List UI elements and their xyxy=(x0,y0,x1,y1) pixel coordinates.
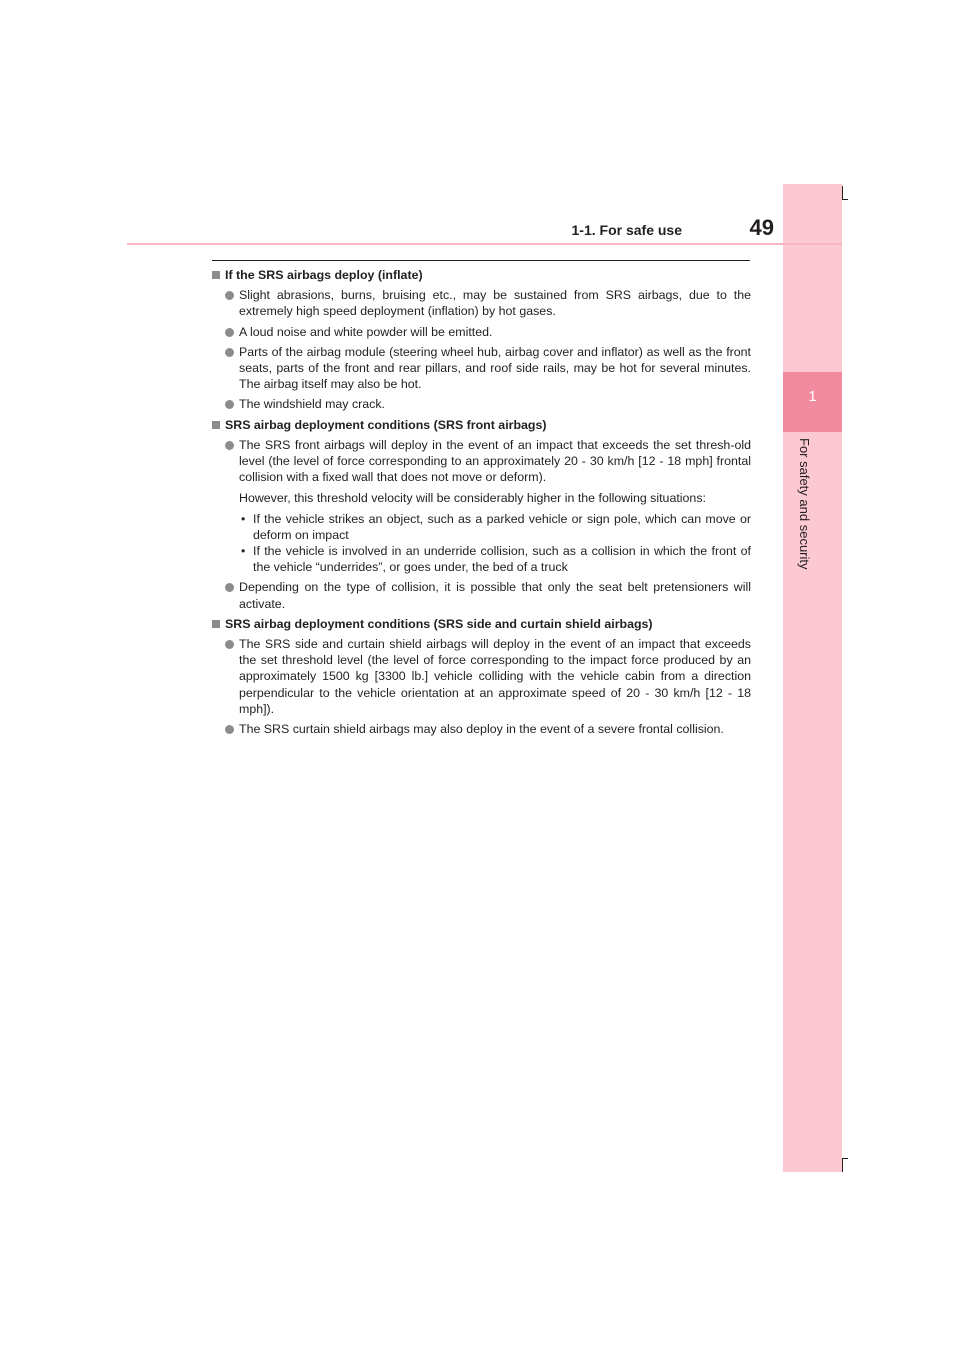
circle-bullet-icon xyxy=(225,291,234,300)
content-top-rule xyxy=(212,260,750,261)
square-bullet-icon xyxy=(212,271,220,279)
list-item: Depending on the type of collision, it is possible that only the seat belt pretensioners will activate. xyxy=(212,579,751,611)
circle-bullet-icon xyxy=(225,348,234,357)
page-number: 49 xyxy=(749,215,774,240)
circle-bullet-icon xyxy=(225,640,234,649)
section-side-curtain-conditions xyxy=(212,616,751,737)
list-item: Parts of the airbag module (steering wheel hub, airbag cover and inflator) as well as the front seats, parts of the front and rear pillars, and roof side rails, may be hot for several minutes. The airbag itself may also be hot. xyxy=(212,344,751,393)
section-heading: If the SRS airbags deploy (inflate) xyxy=(212,267,751,283)
circle-bullet-icon xyxy=(225,725,234,734)
circle-bullet-icon xyxy=(225,328,234,337)
section-airbag-deploy xyxy=(212,267,751,413)
section-heading: SRS airbag deployment conditions (SRS front airbags) xyxy=(212,417,751,433)
list-item: The SRS front airbags will deploy in the event of an impact that exceeds the set thresh-old level (the level of force corresponding to an approximately 20 - 30 km/h [12 - 18 mph] frontal collision with a fixed wall that does not move or deform). However, this threshold velocity will be considerably higher in the following situations: • If the vehicle strikes an object, such as a parked vehicle or sign pole, which can move or deform on impact • If the vehicle is involved in an underride collision, such as a collision in which the front of the vehicle “underrides”, or goes under, the bed of a truck xyxy=(212,437,751,576)
circle-bullet-icon xyxy=(225,400,234,409)
circle-bullet-icon xyxy=(225,441,234,450)
square-bullet-icon xyxy=(212,620,220,628)
page-content xyxy=(212,267,751,741)
chapter-number: 1 xyxy=(808,388,817,405)
crop-mark-top xyxy=(842,186,843,200)
list-item: The windshield may crack. xyxy=(212,396,751,412)
sub-list-item: • If the vehicle is involved in an underride collision, such as a collision in which the front of the vehicle “underrides”, or goes under, the bed of a truck xyxy=(241,544,751,575)
list-item: Slight abrasions, burns, bruising etc., may be sustained from SRS airbags, due to the extremely high speed deployment (inflation) by hot gases. xyxy=(212,287,751,319)
section-heading: SRS airbag deployment conditions (SRS side and curtain shield airbags) xyxy=(212,616,751,632)
list-item: The SRS curtain shield airbags may also deploy in the event of a severe frontal collision. xyxy=(212,721,751,737)
chapter-title: For safety and security xyxy=(797,438,812,570)
small-bullet-icon: • xyxy=(241,544,246,559)
small-bullet-icon: • xyxy=(241,511,246,526)
crop-mark-top-foot xyxy=(842,199,848,200)
chapter-side-tab xyxy=(783,184,842,1172)
header-rule xyxy=(127,243,842,245)
sub-list-item: • If the vehicle strikes an object, such as a parked vehicle or sign pole, which can move or deform on impact xyxy=(241,511,751,542)
list-item: A loud noise and white powder will be emitted. xyxy=(212,324,751,340)
crop-mark-bottom-foot xyxy=(842,1158,848,1159)
list-item: The SRS side and curtain shield airbags will deploy in the event of an impact that exceeds the set threshold level (the level of force corresponding to the impact force produced by an approximately 1500 kg [3300 lb.] vehicle colliding with the vehicle cabin from a direction perpendicular to the vehicle orientation at an approximate speed of 20 - 30 km/h [12 - 18 mph]). xyxy=(212,636,751,717)
square-bullet-icon xyxy=(212,421,220,429)
section-front-airbag-conditions xyxy=(212,417,751,612)
running-header-section: 1-1. For safe use xyxy=(571,222,682,238)
crop-mark-bottom xyxy=(842,1158,843,1172)
circle-bullet-icon xyxy=(225,583,234,592)
